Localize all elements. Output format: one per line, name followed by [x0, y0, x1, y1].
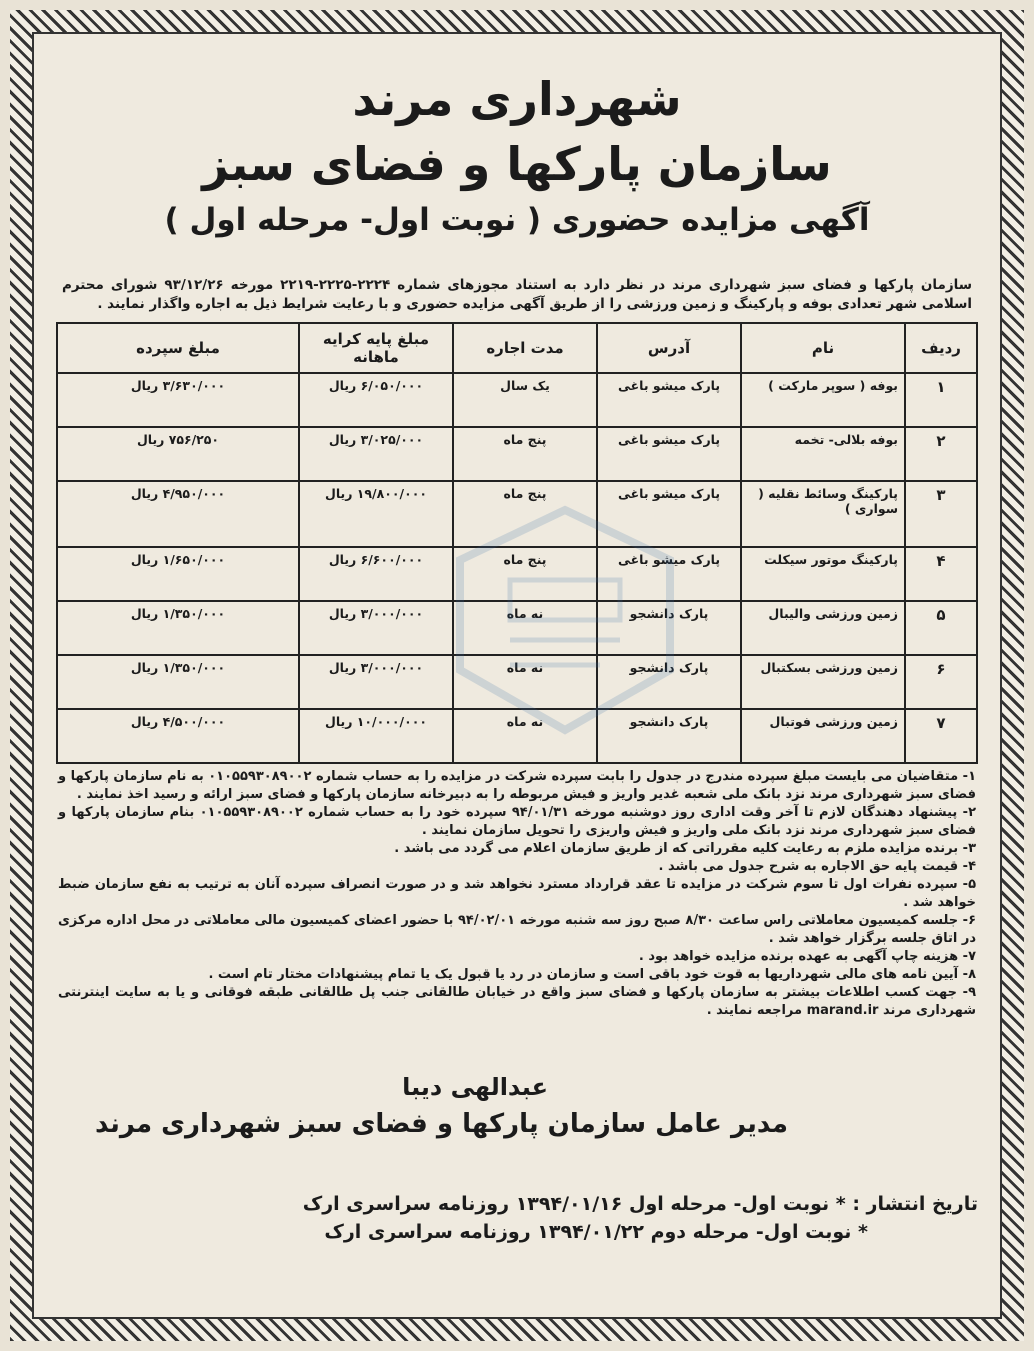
table-row: [57, 709, 977, 763]
cell-deposit: ۱/۳۵۰/۰۰۰ ریال: [57, 655, 299, 709]
cell-deposit: ۴/۹۵۰/۰۰۰ ریال: [57, 481, 299, 547]
cell-number: ۲: [905, 427, 977, 481]
table-row: [57, 481, 977, 547]
table-row: [57, 547, 977, 601]
cell-number: ۱: [905, 373, 977, 427]
cell-duration: پنج ماه: [453, 427, 597, 481]
cell-number: ۷: [905, 709, 977, 763]
condition-item: ۵- سپرده نفرات اول تا سوم شرکت در مزایده تا عقد قرارداد مسترد نخواهد شد و در صورت انصراف سپرده آنان به ترتیب به نفع سازمان ضبط خواهد شد .: [58, 877, 976, 910]
cell-duration: پنج ماه: [453, 547, 597, 601]
table-row: [57, 601, 977, 655]
cell-number: ۴: [905, 547, 977, 601]
signature-block: [56, 1070, 978, 1144]
cell-name: زمین ورزشی والیبال: [741, 601, 905, 655]
cell-deposit: ۷۵۶/۲۵۰ ریال: [57, 427, 299, 481]
cell-address: پارک میشو باغی: [597, 427, 741, 481]
condition-item: ۸- آیین نامه های مالی شهرداریها به قوت خود باقی است و سازمان در رد یا قبول یک یا تمام پیشنهادات مختار تام است .: [208, 967, 976, 982]
cell-duration: نه ماه: [453, 709, 597, 763]
cell-number: ۵: [905, 601, 977, 655]
cell-address: پارک دانشجو: [597, 601, 741, 655]
signatory-name: عبدالهی دیبا: [402, 1073, 548, 1101]
cell-rent: ۳/۰۰۰/۰۰۰ ریال: [299, 655, 453, 709]
cell-deposit: ۴/۵۰۰/۰۰۰ ریال: [57, 709, 299, 763]
condition-item: ۷- هزینه چاپ آگهی به عهده برنده مزایده خواهد بود .: [638, 949, 976, 964]
cell-duration: نه ماه: [453, 601, 597, 655]
cell-address: پارک دانشجو: [597, 709, 741, 763]
intro-paragraph: سازمان پارکها و فضای سبز شهرداری مرند در نظر دارد به استناد مجوزهای شماره ۲۲۲۴-۲۲۲۵-۲۲۱۹ مورخه ۹۳/۱۲/۲۶ شورای محترم اسلامی شهر تعدادی بوفه و پارکینگ و زمین ورزشی را از طریق آگهی مزایده حضوری و با رعایت شرایط ذیل به اجاره واگذار نمایند .: [62, 277, 972, 312]
cell-rent: ۳/۰۰۰/۰۰۰ ریال: [299, 601, 453, 655]
condition-item: ۲- پیشنهاد دهندگان لازم تا آخر وقت اداری روز دوشنبه مورخه ۹۴/۰۱/۳۱ سپرده خود را به حساب شماره ۰۱۰۵۵۹۳۰۸۹۰۰۲ بنام سازمان پارکها و فضای سبز شهرداری مرند نزد بانک ملی واریز و فیش واریزی را تحویل سازمان نمایند .: [58, 805, 976, 838]
cell-rent: ۳/۰۲۵/۰۰۰ ریال: [299, 427, 453, 481]
publication-dates: [56, 1190, 978, 1246]
header-duration: مدت اجاره: [453, 323, 597, 373]
table-row: [57, 655, 977, 709]
cell-duration: پنج ماه: [453, 481, 597, 547]
cell-deposit: ۱/۳۵۰/۰۰۰ ریال: [57, 601, 299, 655]
cell-name: زمین ورزشی بسکتبال: [741, 655, 905, 709]
cell-rent: ۱۹/۸۰۰/۰۰۰ ریال: [299, 481, 453, 547]
conditions-list: [58, 768, 976, 1020]
header-deposit: مبلغ سپرده: [57, 323, 299, 373]
auction-table: [56, 322, 978, 764]
condition-item: ۳- برنده مزایده ملزم به رعایت کلیه مقرراتی که از طریق سازمان اعلام می گردد می باشد .: [394, 841, 976, 856]
decorative-border: [10, 10, 1024, 1341]
cell-deposit: ۳/۶۳۰/۰۰۰ ریال: [57, 373, 299, 427]
cell-name: پارکینگ موتور سیکلت: [741, 547, 905, 601]
header-name: نام: [741, 323, 905, 373]
cell-name: بوفه ( سوپر مارکت ): [741, 373, 905, 427]
cell-rent: ۶/۶۰۰/۰۰۰ ریال: [299, 547, 453, 601]
publication-line-1: تاریخ انتشار : * نوبت اول- مرحله اول ۱۳۹۴/۰۱/۱۶ روزنامه سراسری ارک: [302, 1193, 978, 1215]
cell-duration: نه ماه: [453, 655, 597, 709]
cell-address: پارک میشو باغی: [597, 547, 741, 601]
cell-rent: ۶/۰۵۰/۰۰۰ ریال: [299, 373, 453, 427]
cell-number: ۶: [905, 655, 977, 709]
auction-title: آگهی مزایده حضوری ( نوبت اول- مرحله اول ): [164, 202, 870, 238]
condition-item: ۱- متقاضیان می بایست مبلغ سپرده مندرج در جدول را بابت سپرده شرکت در مزایده را به حساب شماره ۰۱۰۵۵۹۳۰۸۹۰۰۲ به نام سازمان پارکها و فضای سبز شهرداری مرند نزد بانک ملی شعبه غدیر واریز و فیش مربوطه را به دبیرخانه سازمان پارکها و فضای سبز ارائه و رسید اخذ نمایند .: [58, 769, 976, 802]
cell-duration: یک سال: [453, 373, 597, 427]
cell-name: زمین ورزشی فوتبال: [741, 709, 905, 763]
condition-item: ۴- قیمت پایه حق الاجاره به شرح جدول می باشد .: [658, 859, 976, 874]
signatory-role: مدیر عامل سازمان پارکها و فضای سبز شهرداری مرند: [95, 1109, 788, 1139]
cell-deposit: ۱/۶۵۰/۰۰۰ ریال: [57, 547, 299, 601]
table-row: [57, 373, 977, 427]
cell-address: پارک میشو باغی: [597, 481, 741, 547]
cell-address: پارک دانشجو: [597, 655, 741, 709]
publication-line-2: * نوبت اول- مرحله دوم ۱۳۹۴/۰۱/۲۲ روزنامه سراسری ارک: [324, 1221, 868, 1243]
announcement-body: [32, 32, 1002, 1319]
cell-number: ۳: [905, 481, 977, 547]
condition-item: ۶- جلسه کمیسیون معاملاتی راس ساعت ۸/۳۰ صبح روز سه شنبه مورخه ۹۴/۰۲/۰۱ با حضور اعضای کمیسیون مالی معاملاتی در محل اداره مرکزی در اتاق جلسه برگزار خواهد شد .: [58, 913, 976, 946]
cell-rent: ۱۰/۰۰۰/۰۰۰ ریال: [299, 709, 453, 763]
cell-name: بوفه بلالی- تخمه: [741, 427, 905, 481]
table-row: [57, 427, 977, 481]
header-address: آدرس: [597, 323, 741, 373]
cell-name: پارکینگ وسائط نقلیه ( سواری ): [741, 481, 905, 547]
cell-address: پارک میشو باغی: [597, 373, 741, 427]
condition-item: ۹- جهت کسب اطلاعات بیشتر به سازمان پارکها و فضای سبز واقع در خیابان طالقانی جنب پل طالقانی طبقه فوقانی و یا به سایت اینترنتی شهرداری مرند marand.ir مراجعه نمایند .: [58, 985, 976, 1018]
municipality-title: شهرداری مرند: [352, 72, 682, 126]
table-header-row: [57, 323, 977, 373]
header-row-number: ردیف: [905, 323, 977, 373]
header-monthly-rent: مبلغ پایه کرایه ماهانه: [299, 323, 453, 373]
organization-title: سازمان پارکها و فضای سبز: [202, 137, 832, 191]
